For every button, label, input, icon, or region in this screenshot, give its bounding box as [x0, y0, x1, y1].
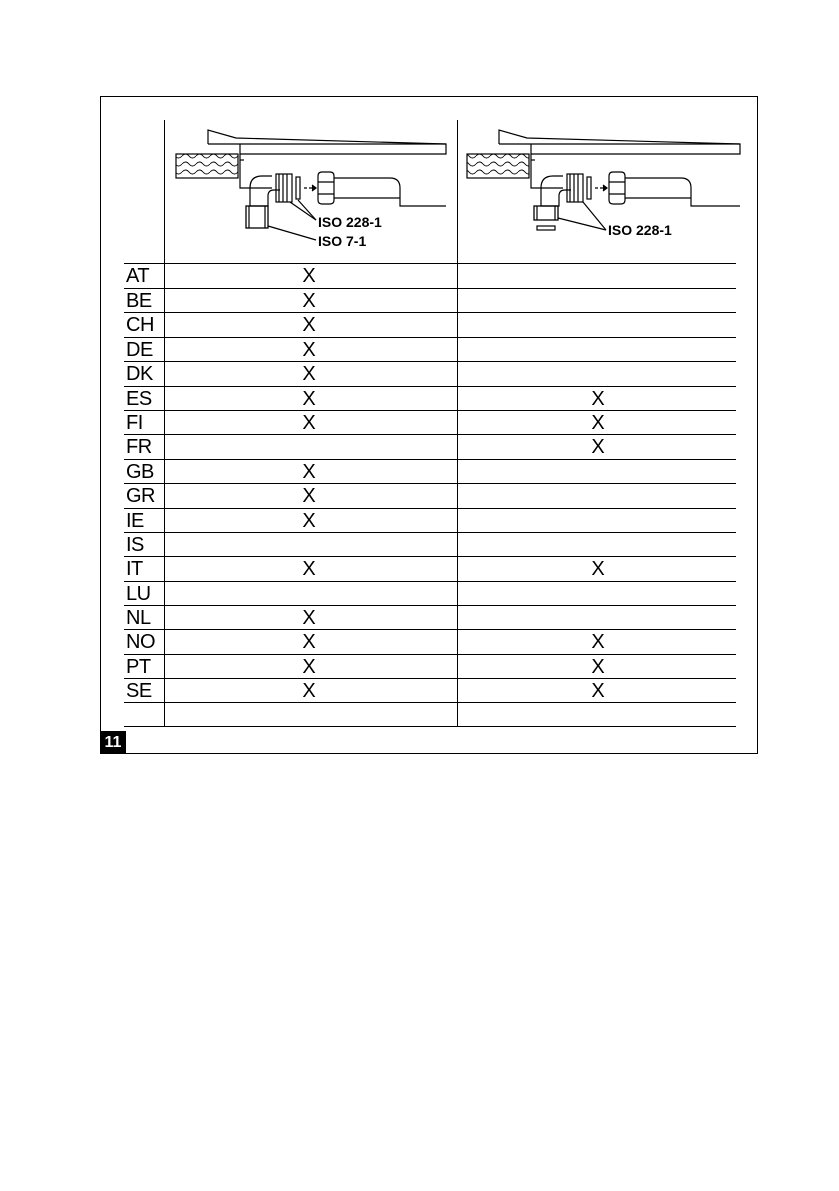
- row-line: [124, 508, 736, 509]
- mark-iso228-column: [578, 338, 618, 362]
- mark-iso7-column: X: [302, 510, 316, 532]
- mark-iso7-column: [289, 435, 329, 459]
- mark-iso228-column: [578, 533, 618, 557]
- mark-iso7-column: X: [302, 314, 316, 336]
- mark-iso228-column: X: [591, 412, 605, 434]
- mark-iso7-column: X: [302, 485, 316, 507]
- row-line: [124, 263, 736, 264]
- row-line: [124, 581, 736, 582]
- mark-iso228-column: [578, 484, 618, 508]
- right-connection-diagram: [467, 130, 740, 230]
- country-code: LU: [126, 583, 151, 605]
- mark-iso228-column: X: [591, 436, 605, 458]
- mark-iso7-column: X: [302, 607, 316, 629]
- mark-iso228-column: [578, 289, 618, 313]
- iso-label-right-1: ISO 228-1: [608, 222, 672, 238]
- mark-iso228-column: [578, 313, 618, 337]
- mark-iso7-column: X: [302, 558, 316, 580]
- mark-iso228-column: [578, 362, 618, 386]
- mark-iso228-column: [578, 606, 618, 630]
- mark-iso7-column: [289, 533, 329, 557]
- row-line: [124, 556, 736, 557]
- country-code: PT: [126, 656, 151, 678]
- country-code: IT: [126, 558, 143, 580]
- country-code: GB: [126, 461, 154, 483]
- mark-iso7-column: X: [302, 363, 316, 385]
- row-line: [124, 483, 736, 484]
- country-code: CH: [126, 314, 154, 336]
- mark-iso228-column: [578, 264, 618, 288]
- row-line: [124, 410, 736, 411]
- mark-iso228-column: [578, 460, 618, 484]
- row-line: [124, 288, 736, 289]
- mark-iso7-column: X: [302, 388, 316, 410]
- country-code: AT: [126, 265, 150, 287]
- row-line: [124, 678, 736, 679]
- row-line: [124, 312, 736, 313]
- country-code: IS: [126, 534, 144, 556]
- mark-iso228-column: X: [591, 680, 605, 702]
- row-line: [124, 337, 736, 338]
- country-code: NL: [126, 607, 151, 629]
- row-line: [124, 361, 736, 362]
- mark-iso228-column: X: [591, 631, 605, 653]
- country-code: DE: [126, 339, 153, 361]
- mark-iso7-column: [289, 582, 329, 606]
- row-line: [124, 605, 736, 606]
- iso-label-left-1: ISO 228-1: [318, 214, 382, 230]
- row-line: [124, 654, 736, 655]
- mark-iso228-column: [578, 582, 618, 606]
- gas-connection-illustrations: [0, 0, 839, 270]
- mark-iso7-column: X: [302, 339, 316, 361]
- country-code: FR: [126, 436, 152, 458]
- country-code: BE: [126, 290, 152, 312]
- country-code: FI: [126, 412, 143, 434]
- country-code: IE: [126, 510, 144, 532]
- mark-iso228-column: X: [591, 656, 605, 678]
- iso-label-left-2: ISO 7-1: [318, 233, 367, 249]
- mark-iso7-column: X: [302, 461, 316, 483]
- left-connection-diagram: [176, 130, 446, 240]
- country-code: DK: [126, 363, 153, 385]
- row-line: [124, 434, 736, 435]
- row-line: [124, 459, 736, 460]
- mark-iso7-column: X: [302, 265, 316, 287]
- row-line: [124, 386, 736, 387]
- mark-iso7-column: X: [302, 631, 316, 653]
- country-code: NO: [126, 631, 155, 653]
- mark-iso228-column: X: [591, 388, 605, 410]
- mark-iso228-column: [578, 509, 618, 533]
- country-code: ES: [126, 388, 152, 410]
- mark-iso7-column: X: [302, 656, 316, 678]
- country-code: SE: [126, 680, 152, 702]
- row-line: [124, 726, 736, 727]
- mark-iso7-column: X: [302, 680, 316, 702]
- mark-iso7-column: X: [302, 412, 316, 434]
- row-line: [124, 702, 736, 703]
- row-line: [124, 532, 736, 533]
- figure-number-badge: 11: [100, 731, 126, 754]
- row-line: [124, 629, 736, 630]
- mark-iso7-column: X: [302, 290, 316, 312]
- mark-iso228-column: X: [591, 558, 605, 580]
- country-code: GR: [126, 485, 155, 507]
